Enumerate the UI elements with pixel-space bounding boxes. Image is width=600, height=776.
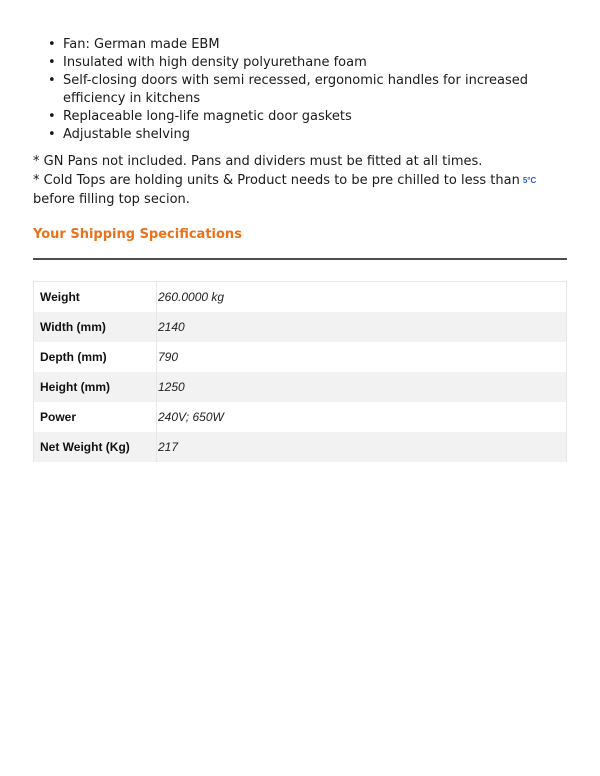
feature-text: Adjustable shelving bbox=[63, 127, 191, 142]
spec-value: 260.0000 kg bbox=[158, 289, 225, 304]
spec-label: Net Weight (Kg) bbox=[34, 432, 157, 462]
note-gn-pans: * GN Pans not included. Pans and dividers must be fitted at all times. bbox=[33, 154, 483, 169]
spec-value: 240V; 650W bbox=[158, 409, 224, 424]
note-cold-tops-text: * Cold Tops are holding units & Product needs to be pre chilled to less than bbox=[33, 173, 520, 188]
list-item bbox=[33, 72, 567, 108]
spec-value: 2140 bbox=[158, 319, 185, 334]
bullet-icon: • bbox=[48, 109, 56, 124]
feature-text: Replaceable long-life magnetic door gaskets bbox=[63, 109, 352, 124]
spec-value: 790 bbox=[158, 349, 179, 364]
spec-label: Height (mm) bbox=[34, 372, 157, 402]
feature-text: Self-closing doors with semi recessed, ergonomic handles for increased efficiency in kitchens bbox=[63, 73, 529, 106]
spec-label: Power bbox=[34, 402, 157, 432]
list-item bbox=[33, 126, 567, 144]
table-row bbox=[34, 312, 567, 342]
spec-label: Depth (mm) bbox=[34, 342, 157, 372]
list-item bbox=[33, 54, 567, 72]
list-item bbox=[33, 36, 567, 54]
spec-label: Weight bbox=[34, 282, 157, 312]
note-cold-tops-text-end: before filling top secion. bbox=[33, 192, 190, 207]
bullet-icon: • bbox=[48, 127, 56, 142]
feature-list bbox=[33, 36, 567, 144]
table-row bbox=[34, 342, 567, 372]
note-cold-tops bbox=[33, 171, 567, 209]
product-details bbox=[33, 36, 567, 462]
feature-text: Insulated with high density polyurethane foam bbox=[63, 55, 367, 70]
notes bbox=[33, 152, 567, 209]
feature-text: Fan: German made EBM bbox=[63, 37, 220, 52]
spec-value: 1250 bbox=[158, 379, 185, 394]
table-row bbox=[34, 402, 567, 432]
section-title: Your Shipping Specifications bbox=[33, 227, 242, 242]
list-item bbox=[33, 108, 567, 126]
spec-value: 217 bbox=[158, 439, 179, 454]
bullet-icon: • bbox=[48, 37, 56, 52]
temperature-badge: 5°C bbox=[522, 176, 537, 185]
divider bbox=[33, 258, 567, 260]
spec-label: Width (mm) bbox=[34, 312, 157, 342]
table-row bbox=[34, 432, 567, 462]
bullet-icon: • bbox=[48, 73, 56, 88]
table-row bbox=[34, 372, 567, 402]
table-row bbox=[34, 282, 567, 312]
bullet-icon: • bbox=[48, 55, 56, 70]
shipping-specs-table bbox=[33, 281, 567, 462]
